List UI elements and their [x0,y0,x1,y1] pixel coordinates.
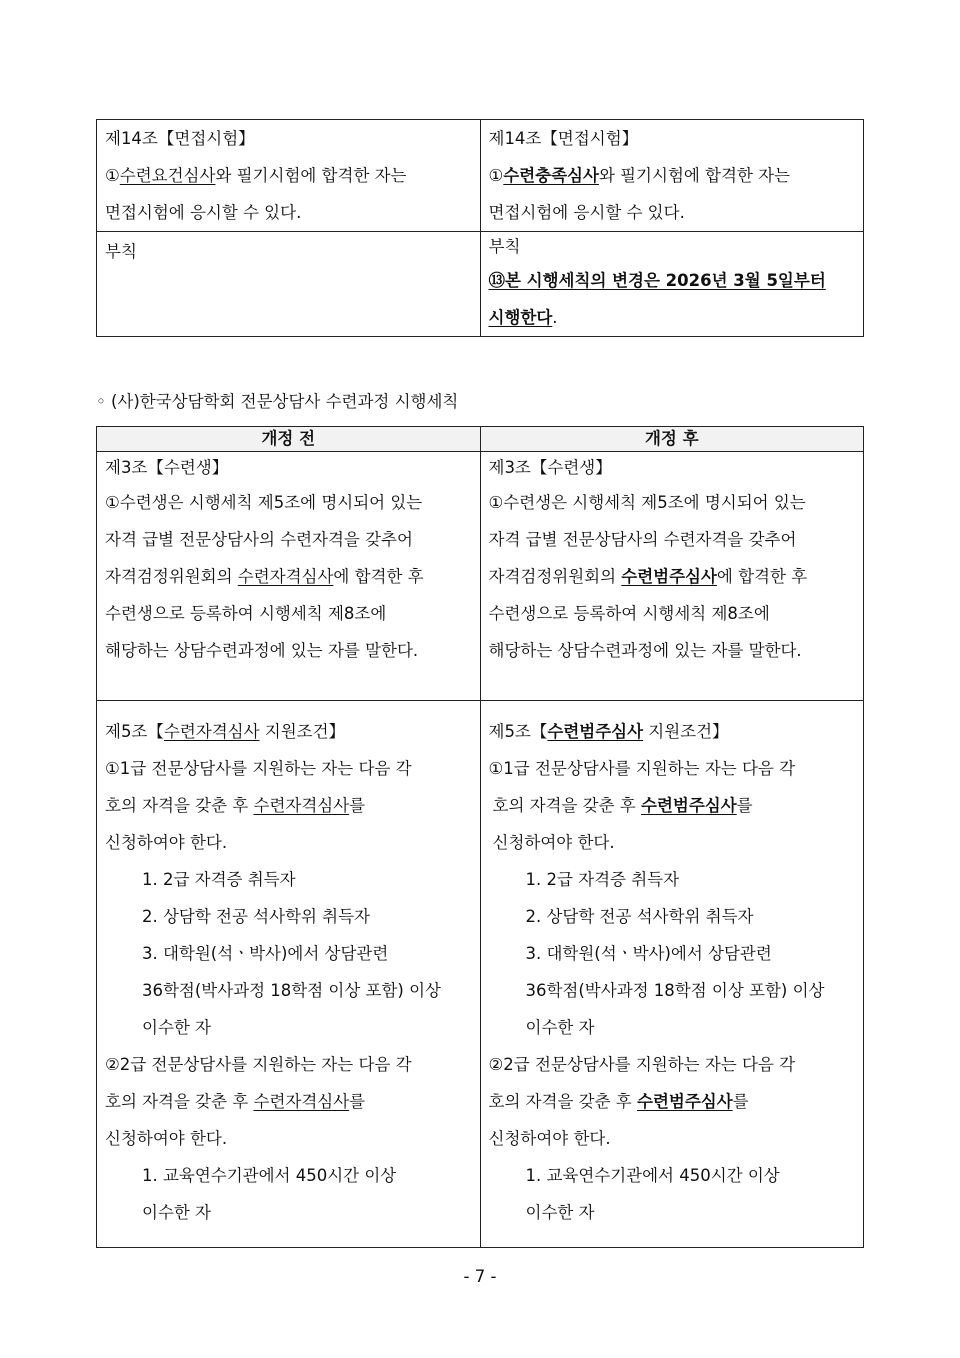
paragraph-line: 해당하는 상담수련과정에 있는 자를 말한다. [105,641,419,660]
paragraph-line: ②2급 전문상담사를 지원하는 자는 다음 각 [488,1055,796,1074]
paragraph-line: 면접시험에 응시할 수 있다. [488,203,685,222]
paragraph-line: 호의 자격을 갖춘 후 수련자격심사를 [105,1092,366,1111]
underlined-term: 수련요건심사 [119,166,216,185]
list-item: 3. 대학원(석ㆍ박사)에서 상담관련 [142,944,389,963]
list-item: 이수한 자 [142,1203,212,1222]
list-item: 2. 상담학 전공 석사학위 취득자 [142,907,370,926]
underlined-term: 수련자격심사 [253,1092,350,1111]
paragraph-line: ①수련요건심사와 필기시험에 합격한 자는 [105,166,407,185]
paragraph-line: 신청하여야 한다. [492,833,615,852]
header-after: 개정 후 [480,427,864,452]
paragraph-line: 수련생으로 등록하여 시행세칙 제8조에 [105,604,387,623]
section-caption: ◦ (사)한국상담학회 전문상담사 수련과정 시행세칙 [96,392,459,411]
addenda-line: ⑬본 시행세칙의 변경은 2026년 3월 5일부터 [488,271,826,290]
cell-after-addenda [480,232,864,337]
list-item: 1. 2급 자격증 취득자 [142,870,296,889]
paragraph-line: 자격 급별 전문상담사의 수련자격을 갖추어 [488,530,797,549]
table-row [97,232,864,337]
paragraph-line: ①수련생은 시행세칙 제5조에 명시되어 있는 [105,493,423,512]
page-number: - 7 - [463,1267,497,1286]
paragraph-line: ①수련생은 시행세칙 제5조에 명시되어 있는 [488,493,806,512]
paragraph-line: 자격 급별 전문상담사의 수련자격을 갖추어 [105,530,413,549]
cell-after-art14 [480,120,864,232]
article-title: 제14조【면접시험】 [105,129,255,148]
list-item: 36학점(박사과정 18학점 이상 포함) 이상 [142,981,441,1000]
paragraph-line: 자격검정위원회의 수련자격심사에 합격한 후 [105,567,424,586]
paragraph-line: 면접시험에 응시할 수 있다. [105,203,302,222]
changed-term: 수련범주심사 [621,567,717,586]
paragraph-line: 자격검정위원회의 수련범주심사에 합격한 후 [488,567,808,586]
table-row [97,452,864,701]
addenda-title: 부칙 [105,242,137,261]
header-row [97,427,864,452]
table-row [97,120,864,232]
list-item: 1. 교육연수기관에서 450시간 이상 [525,1166,780,1185]
paragraph-line: 해당하는 상담수련과정에 있는 자를 말한다. [488,641,802,660]
changed-term: 수련범주심사 [637,1092,733,1111]
article-title: 제3조【수련생】 [105,458,229,477]
header-before: 개정 전 [97,427,481,452]
paragraph-line: ①1급 전문상담사를 지원하는 자는 다음 각 [105,759,412,778]
paragraph-line: 신청하여야 한다. [488,1129,611,1148]
paragraph-line: 호의 자격을 갖춘 후 수련자격심사를 [105,796,366,815]
underlined-term: 수련자격심사 [163,722,260,741]
list-item: 이수한 자 [142,1018,212,1037]
list-item: 이수한 자 [525,1203,595,1222]
paragraph-line: 신청하여야 한다. [105,833,228,852]
article-title: 제5조【수련범주심사 지원조건】 [488,722,729,741]
paragraph-line: ②2급 전문상담사를 지원하는 자는 다음 각 [105,1055,412,1074]
paragraph-line: 호의 자격을 갖춘 후 수련범주심사를 [488,1092,749,1111]
article-title: 제3조【수련생】 [488,458,612,477]
changed-term: 수련충족심사 [503,166,599,185]
cell-before-art3 [97,452,481,701]
amendment-table-2 [96,426,864,1248]
article-title: 제5조【수련자격심사 지원조건】 [105,722,346,741]
cell-before-art14 [97,120,481,232]
addenda-title: 부칙 [488,237,521,256]
cell-before-addenda [97,232,481,337]
list-item: 1. 교육연수기관에서 450시간 이상 [142,1166,397,1185]
paragraph-line: 호의 자격을 갖춘 후 수련범주심사를 [492,796,753,815]
list-item: 1. 2급 자격증 취득자 [525,870,680,889]
cell-after-art3 [480,452,864,701]
article-title: 제14조【면접시험】 [488,129,639,148]
paragraph-line: 수련생으로 등록하여 시행세칙 제8조에 [488,604,770,623]
cell-after-art5 [480,701,864,1248]
underlined-term: 수련자격심사 [253,796,350,815]
underlined-term: 수련자격심사 [237,567,334,586]
list-item: 36학점(박사과정 18학점 이상 포함) 이상 [525,981,825,1000]
changed-term: 수련범주심사 [641,796,737,815]
table-row [97,701,864,1248]
list-item: 3. 대학원(석ㆍ박사)에서 상담관련 [525,944,772,963]
paragraph-line: ①수련충족심사와 필기시험에 합격한 자는 [488,166,791,185]
paragraph-line: 신청하여야 한다. [105,1129,228,1148]
changed-term: 수련범주심사 [547,722,644,741]
list-item: 이수한 자 [525,1018,595,1037]
amendment-table-1 [96,119,864,337]
addenda-line: 시행한다. [488,308,558,327]
paragraph-line: ①1급 전문상담사를 지원하는 자는 다음 각 [488,759,796,778]
list-item: 2. 상담학 전공 석사학위 취득자 [525,907,754,926]
cell-before-art5 [97,701,481,1248]
